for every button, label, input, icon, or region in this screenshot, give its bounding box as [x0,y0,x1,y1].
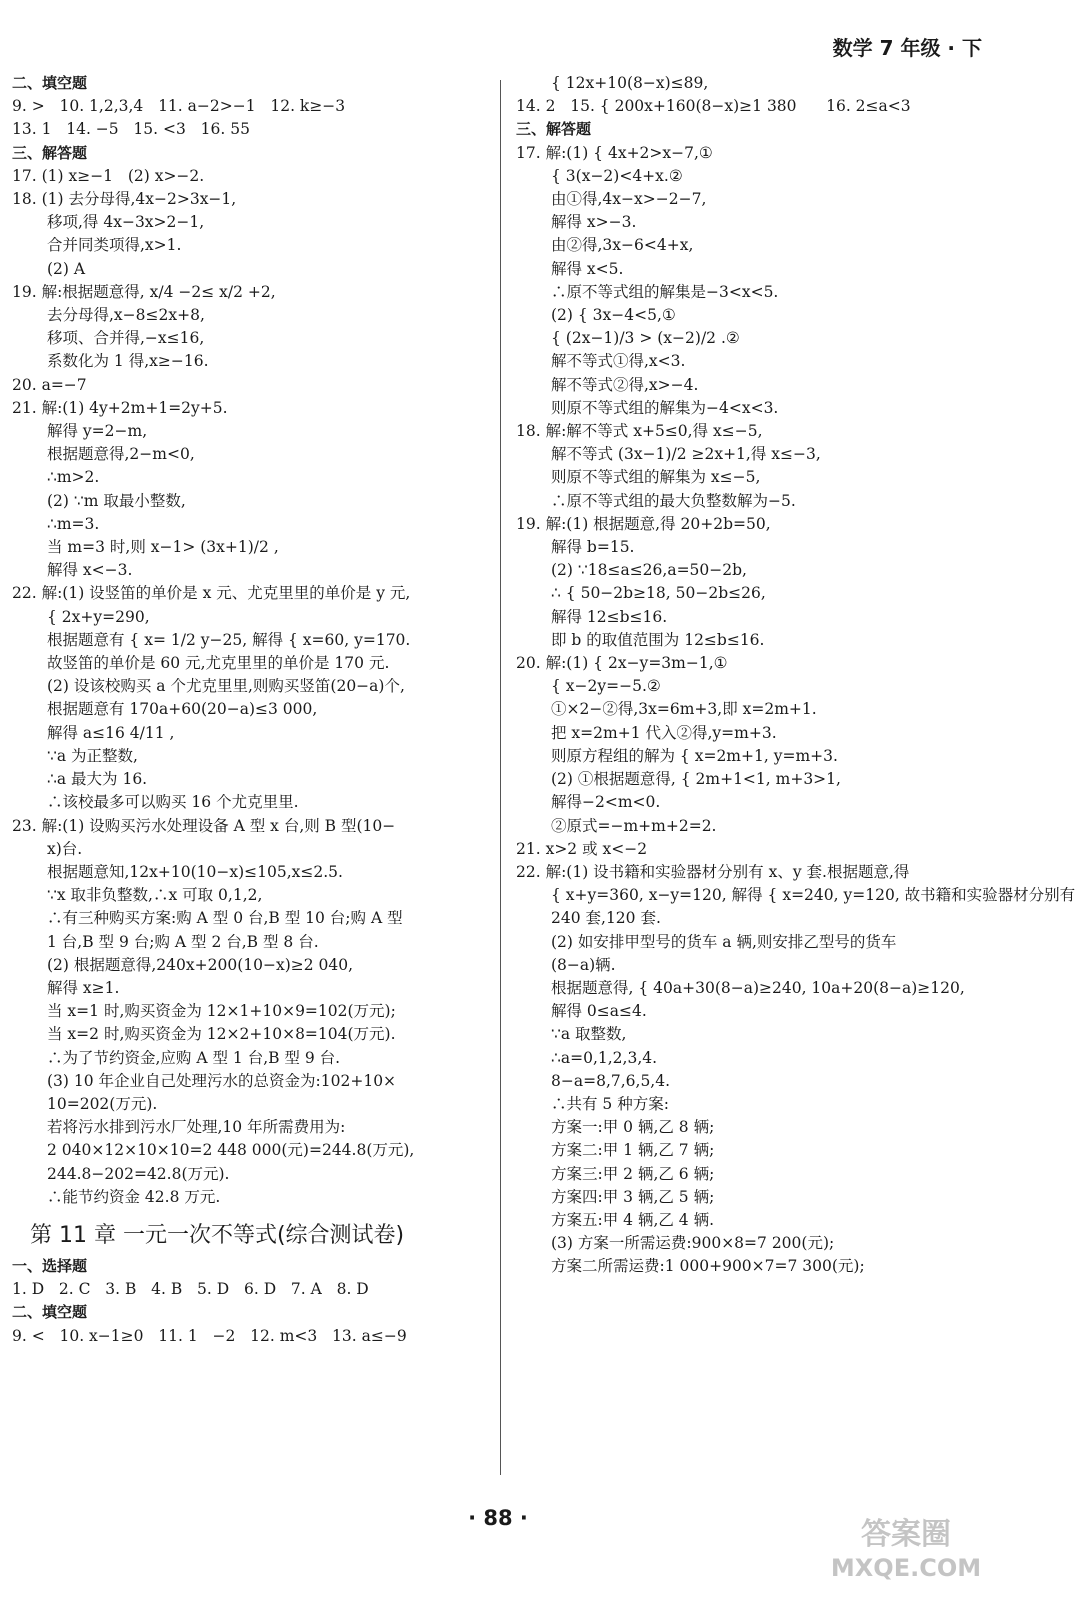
answer-line: 由①得,4x−x>−2−7, [551,190,707,209]
answer-line: 13. 1 14. −5 15. <3 16. 55 [12,120,250,139]
answer-line: (2) { 3x−4<5,① [551,306,676,325]
answer-line: 故竖笛的单价是 60 元,尤克里里的单价是 170 元. [47,654,390,673]
answer-line: 2 040×12×10×10=2 448 000(元)=244.8(万元), [47,1141,415,1160]
watermark-url: MXQE.COM [830,1554,982,1582]
answer-line: 解得 a≤16 4/11 , [47,723,175,742]
answer-line: (8−a)辆. [551,955,616,974]
answer-line: ∵a 为正整数, [47,746,138,765]
answer-line: 10=202(万元). [47,1094,158,1113]
answer-line: 8−a=8,7,6,5,4. [551,1071,671,1090]
column-divider [500,80,501,1475]
answer-line: 1 台,B 型 9 台;购 A 型 2 台,B 型 8 台. [47,932,319,951]
answer-line: { 3(x−2)<4+x.② [551,166,683,185]
answer-line: 解得 b=15. [551,538,635,557]
answer-line: 19. 解:根据题意得, x/4 −2≤ x/2 +2, [12,282,276,301]
answer-line: 解得 0≤a≤4. [551,1002,647,1021]
answer-line: 17. 解:(1) { 4x+2>x−7,① [516,143,713,162]
watermark-logo [830,1510,982,1590]
answer-line: 移项,得 4x−3x>2−1, [47,213,205,232]
answer-line: 方案二所需运费:1 000+900×7=7 300(元); [551,1257,865,1276]
left-answer-lines [12,72,490,1209]
answer-line: 20. a=−7 [12,375,87,394]
answer-line: 则原方程组的解为 { x=2m+1, y=m+3. [551,746,838,765]
answer-line: 解得 x<−3. [47,561,133,580]
answer-line: (3) 10 年企业自己处理污水的总资金为:102+10× [47,1071,397,1090]
answer-line: 解得 x≥1. [47,978,120,997]
answer-line: 14. 2 15. { 200x+160(8−x)≥1 380 16. 2≤a<3 [516,97,911,116]
page-number: · 88 · [468,1506,528,1530]
answer-line: 21. x>2 或 x<−2 [516,839,648,858]
answer-line: ①×2−②得,3x=6m+3,即 x=2m+1. [551,700,817,719]
answer-line: ∴原不等式组的解集是−3<x<5. [551,282,779,301]
chapter-title: 第 11 章 一元一次不等式(综合测试卷) [30,1222,405,1248]
page-header: 数学 7 年级 · 下 [832,36,982,60]
answer-line: ∴a 最大为 16. [47,770,148,789]
answer-line: 18. 解:解不等式 x+5≤0,得 x≤−5, [516,422,763,441]
answer-line: ∴原不等式组的最大负整数解为−5. [551,491,796,510]
answer-line: (2) 设该校购买 a 个尤克里里,则购买竖笛(20−a)个, [47,677,405,696]
answer-line: 则原不等式组的解集为−4<x<3. [551,398,779,417]
answer-line: 22. 解:(1) 设竖笛的单价是 x 元、尤克里里的单价是 y 元, [12,584,411,603]
chapter-answer-lines [12,1255,490,1348]
section-heading: 一、选择题 [12,1256,88,1275]
answer-line: 解得 y=2−m, [47,422,148,441]
answer-line: ∵a 取整数, [551,1025,627,1044]
answer-line: 根据题意有 { x= 1/2 y−25, 解得 { x=60, y=170. [47,630,411,649]
answer-line: 根据题意得,2−m<0, [47,445,195,464]
answer-line: x)台. [47,839,83,858]
answer-line: { 12x+10(8−x)≤89, [551,74,709,92]
answer-line: 方案二:甲 1 辆,乙 7 辆; [551,1141,715,1160]
answer-line: 18. (1) 去分母得,4x−2>3x−1, [12,190,237,209]
answer-line: ∵x 取非负整数,∴x 可取 0,1,2, [47,886,263,905]
section-heading: 三、解答题 [516,120,592,139]
answer-line: 解得 12≤b≤16. [551,607,668,626]
answer-line: 21. 解:(1) 4y+2m+1=2y+5. [12,398,228,417]
answer-line: ∴有三种购买方案:购 A 型 0 台,B 型 10 台;购 A 型 [47,909,403,928]
answer-line: 当 x=2 时,购买资金为 12×2+10×8=104(万元). [47,1025,396,1044]
answer-line: 即 b 的取值范围为 12≤b≤16. [551,630,765,649]
answer-line: 22. 解:(1) 设书籍和实验器材分别有 x、y 套.根据题意,得 [516,862,910,881]
answer-line: 则原不等式组的解集为 x≤−5, [551,468,761,487]
answer-line: { 2x+y=290, [47,607,150,626]
answer-line: 解得 x<5. [551,259,624,278]
answer-line: ②原式=−m+m+2=2. [551,816,717,835]
answer-line: 移项、合并得,−x≤16, [47,329,205,348]
answer-line: 19. 解:(1) 根据题意,得 20+2b=50, [516,514,771,533]
answer-line: { (2x−1)/3 > (x−2)/2 .② [551,329,740,348]
answer-line: ∴a=0,1,2,3,4. [551,1048,658,1067]
answer-line: ∴该校最多可以购买 16 个尤克里里. [47,793,299,812]
right-answer-lines [516,72,1075,1279]
answer-line: 17. (1) x≥−1 (2) x>−2. [12,166,205,185]
answer-line: 根据题意有 170a+60(20−a)≤3 000, [47,700,318,719]
answer-line: 方案三:甲 2 辆,乙 6 辆; [551,1164,715,1183]
answer-line: ∴m=3. [47,514,100,533]
answer-line: 解不等式①得,x<3. [551,352,686,371]
answer-line: (2) 如安排甲型号的货车 a 辆,则安排乙型号的货车 [551,932,897,951]
answer-line: 把 x=2m+1 代入②得,y=m+3. [551,723,777,742]
answer-line: (2) ∵m 取最小整数, [47,491,186,510]
answer-line: ∴能节约资金 42.8 万元. [47,1187,221,1206]
answer-line: 9. > 10. 1,2,3,4 11. a−2>−1 12. k≥−3 [12,97,346,116]
answer-line: 240 套,120 套. [551,909,661,928]
section-heading: 三、解答题 [12,143,88,162]
answer-line: 当 x=1 时,购买资金为 12×1+10×9=102(万元); [47,1002,396,1021]
answer-line: 由②得,3x−6<4+x, [551,236,694,255]
answer-line: 解得−2<m<0. [551,793,661,812]
answer-line: (3) 方案一所需运费:900×8=7 200(元); [551,1234,835,1253]
answer-line: 解得 x>−3. [551,213,637,232]
answer-line: 解不等式 (3x−1)/2 ≥2x+1,得 x≤−3, [551,445,821,464]
watermark-text: 答案圈 [861,1517,951,1552]
answer-line: 1. D 2. C 3. B 4. B 5. D 6. D 7. A 8. D [12,1280,369,1299]
answer-line: ∴ { 50−2b≥18, 50−2b≤26, [551,584,766,603]
answer-line: 方案一:甲 0 辆,乙 8 辆; [551,1118,715,1137]
answer-line: ∴为了节约资金,应购 A 型 1 台,B 型 9 台. [47,1048,341,1067]
answer-line: 根据题意知,12x+10(10−x)≤105,x≤2.5. [47,862,343,881]
answer-line: 根据题意得, { 40a+30(8−a)≥240, 10a+20(8−a)≥120, [551,978,965,997]
answer-line: (2) 根据题意得,240x+200(10−x)≥2 040, [47,955,354,974]
answer-line: 244.8−202=42.8(万元). [47,1164,230,1183]
answer-line: ∴m>2. [47,468,100,487]
section-heading: 二、填空题 [12,74,88,92]
answer-line: 去分母得,x−8≤2x+8, [47,306,205,325]
answer-line: ∴共有 5 种方案: [551,1094,669,1113]
answer-line: (2) ①根据题意得, { 2m+1<1, m+3>1, [551,770,841,789]
answer-line: 解不等式②得,x>−4. [551,375,699,394]
answer-line: 20. 解:(1) { 2x−y=3m−1,① [516,654,728,673]
answer-line: 系数化为 1 得,x≥−16. [47,352,209,371]
answer-line: 9. < 10. x−1≥0 11. 1 −2 12. m<3 13. a≤−9 [12,1326,407,1345]
answer-line: (2) ∵18≤a≤26,a=50−2b, [551,561,747,580]
answer-line: { x−2y=−5.② [551,677,661,696]
answer-line: 方案四:甲 3 辆,乙 5 辆; [551,1187,715,1206]
answer-line: 当 m=3 时,则 x−1> (3x+1)/2 , [47,538,279,557]
answer-line: 合并同类项得,x>1. [47,236,182,255]
answer-line: 若将污水排到污水厂处理,10 年所需费用为: [47,1118,346,1137]
answer-line: { x+y=360, x−y=120, 解得 { x=240, y=120, 故书籍和实验器材分别有 [551,886,1075,905]
answer-line: 方案五:甲 4 辆,乙 4 辆. [551,1210,715,1229]
section-heading: 二、填空题 [12,1303,88,1322]
right-column [516,72,1075,1279]
answer-line: (2) A [47,259,86,278]
answer-line: 23. 解:(1) 设购买污水处理设备 A 型 x 台,则 B 型(10− [12,816,396,835]
left-column [12,72,490,1348]
